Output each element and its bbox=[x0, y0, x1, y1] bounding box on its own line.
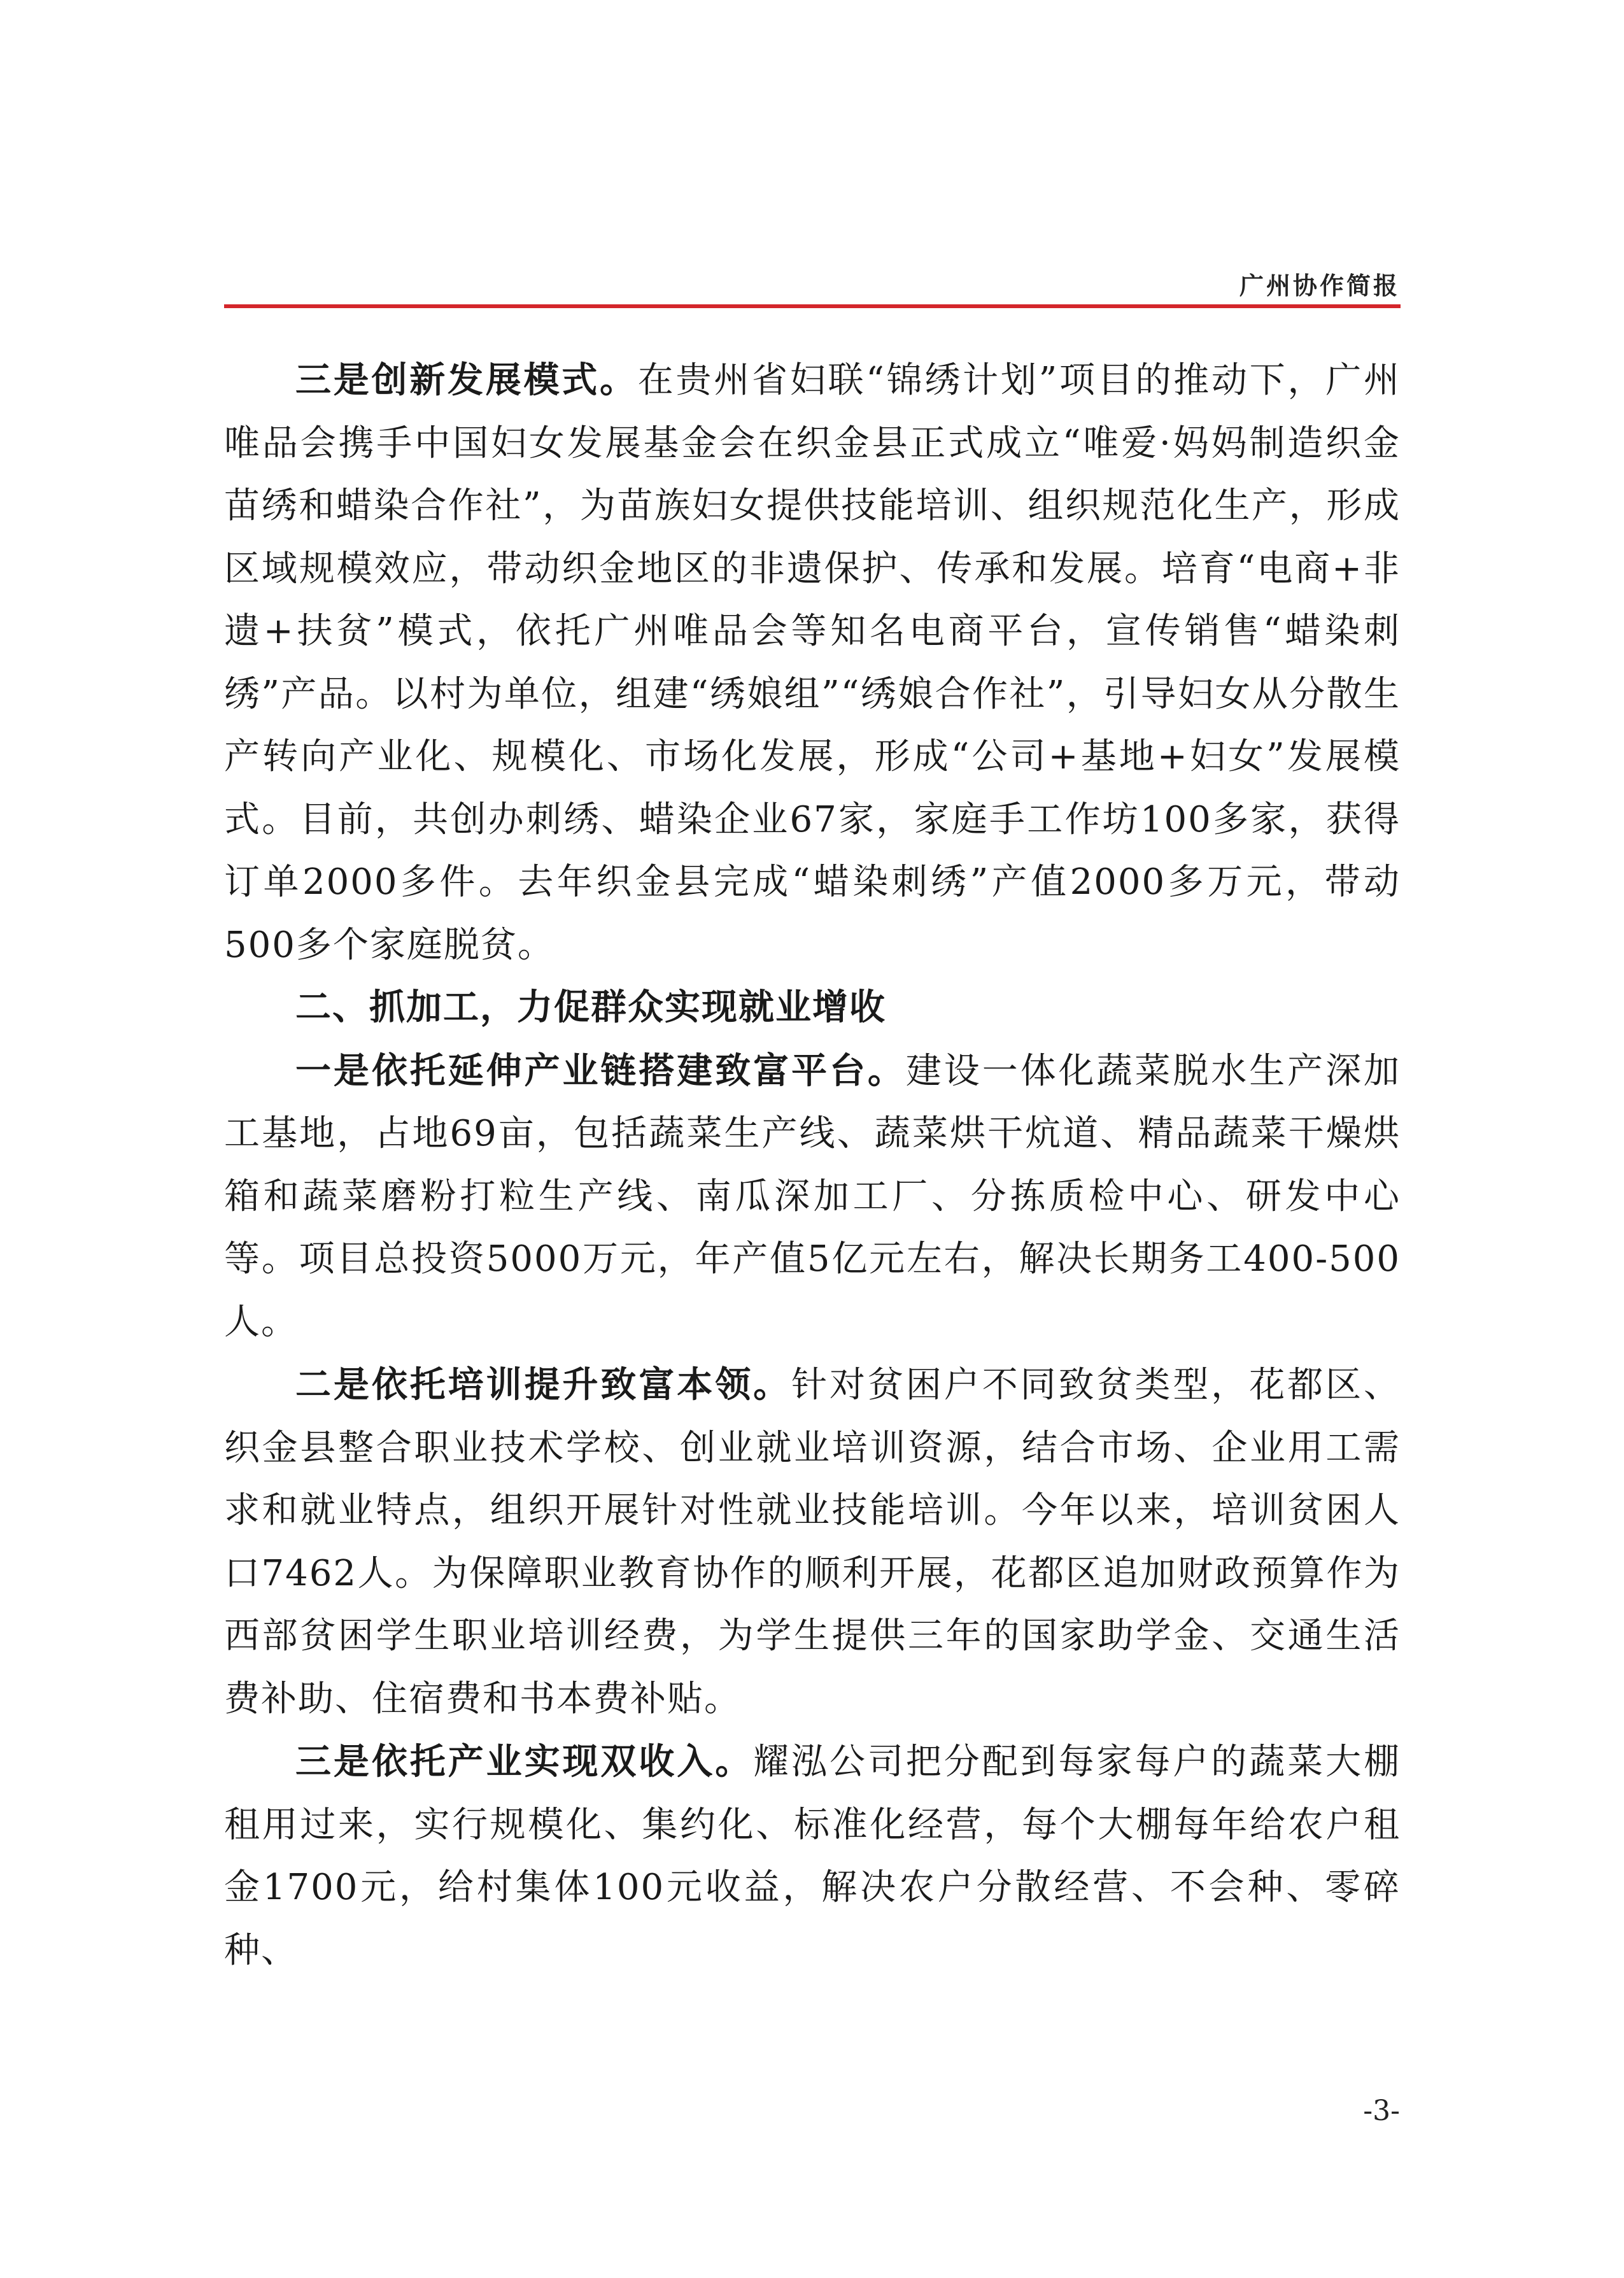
paragraph-lead: 三是依托产业实现双收入。 bbox=[295, 1741, 754, 1783]
paragraph-lead: 二是依托培训提升致富本领。 bbox=[295, 1364, 792, 1406]
section-heading: 二、抓加工，力促群众实现就业增收 bbox=[295, 987, 886, 1028]
header-divider bbox=[224, 304, 1401, 308]
paragraph-innovation-model bbox=[224, 349, 1401, 977]
document-body bbox=[224, 349, 1401, 1982]
paragraph-text: 针对贫困户不同致贫类型，花都区、织金县整合职业技术学校、创业就业培训资源，结合市场、企业用工需求和就业特点，组织开展针对性就业技能培训。今年以来，培训贫困人口7462人。为保障职业教育协作的顺利开展，花都区追加财政预算作为西部贫困学生职业培训经费，为学生提供三年的国家助学金、交通生活费补助、住宿费和书本费补贴。 bbox=[224, 1364, 1401, 1720]
paragraph-dual-income bbox=[224, 1730, 1401, 1982]
paragraph-text: 在贵州省妇联“锦绣计划”项目的推动下，广州唯品会携手中国妇女发展基金会在织金县正式成立“唯爱·妈妈制造织金苗绣和蜡染合作社”，为苗族妇女提供技能培训、组织规范化生产，形成区域规模效应，带动织金地区的非遗保护、传承和发展。培育“电商+非遗+扶贫”模式，依托广州唯品会等知名电商平台，宣传销售“蜡染刺绣”产品。以村为单位，组建“绣娘组”“绣娘合作社”，引导妇女从分散生产转向产业化、规模化、市场化发展，形成“公司+基地+妇女”发展模式。目前，共创办刺绣、蜡染企业67家，家庭手工作坊100多家，获得订单2000多件。去年织金县完成“蜡染刺绣”产值2000多万元，带动500多个家庭脱贫。 bbox=[224, 360, 1401, 966]
paragraph-text: 耀泓公司把分配到每家每户的蔬菜大棚租用过来，实行规模化、集约化、标准化经营，每个大棚每年给农户租金1700元，给村集体100元收益，解决农户分散经营、不会种、零碎种、 bbox=[224, 1741, 1401, 1971]
paragraph-industry-chain bbox=[224, 1040, 1401, 1354]
publication-title: 广州协作简报 bbox=[1239, 272, 1400, 300]
page-number: -3- bbox=[1363, 2095, 1400, 2127]
paragraph-text: 建设一体化蔬菜脱水生产深加工基地，占地69亩，包括蔬菜生产线、蔬菜烘干炕道、精品蔬菜干燥烘箱和蔬菜磨粉打粒生产线、南瓜深加工厂、分拣质检中心、研发中心等。项目总投资5000万元，年产值5亿元左右，解决长期务工400-500人。 bbox=[224, 1050, 1401, 1343]
paragraph-training bbox=[224, 1354, 1401, 1730]
paragraph-lead: 三是创新发展模式。 bbox=[295, 359, 638, 401]
paragraph-lead: 一是依托延伸产业链搭建致富平台。 bbox=[295, 1049, 906, 1092]
